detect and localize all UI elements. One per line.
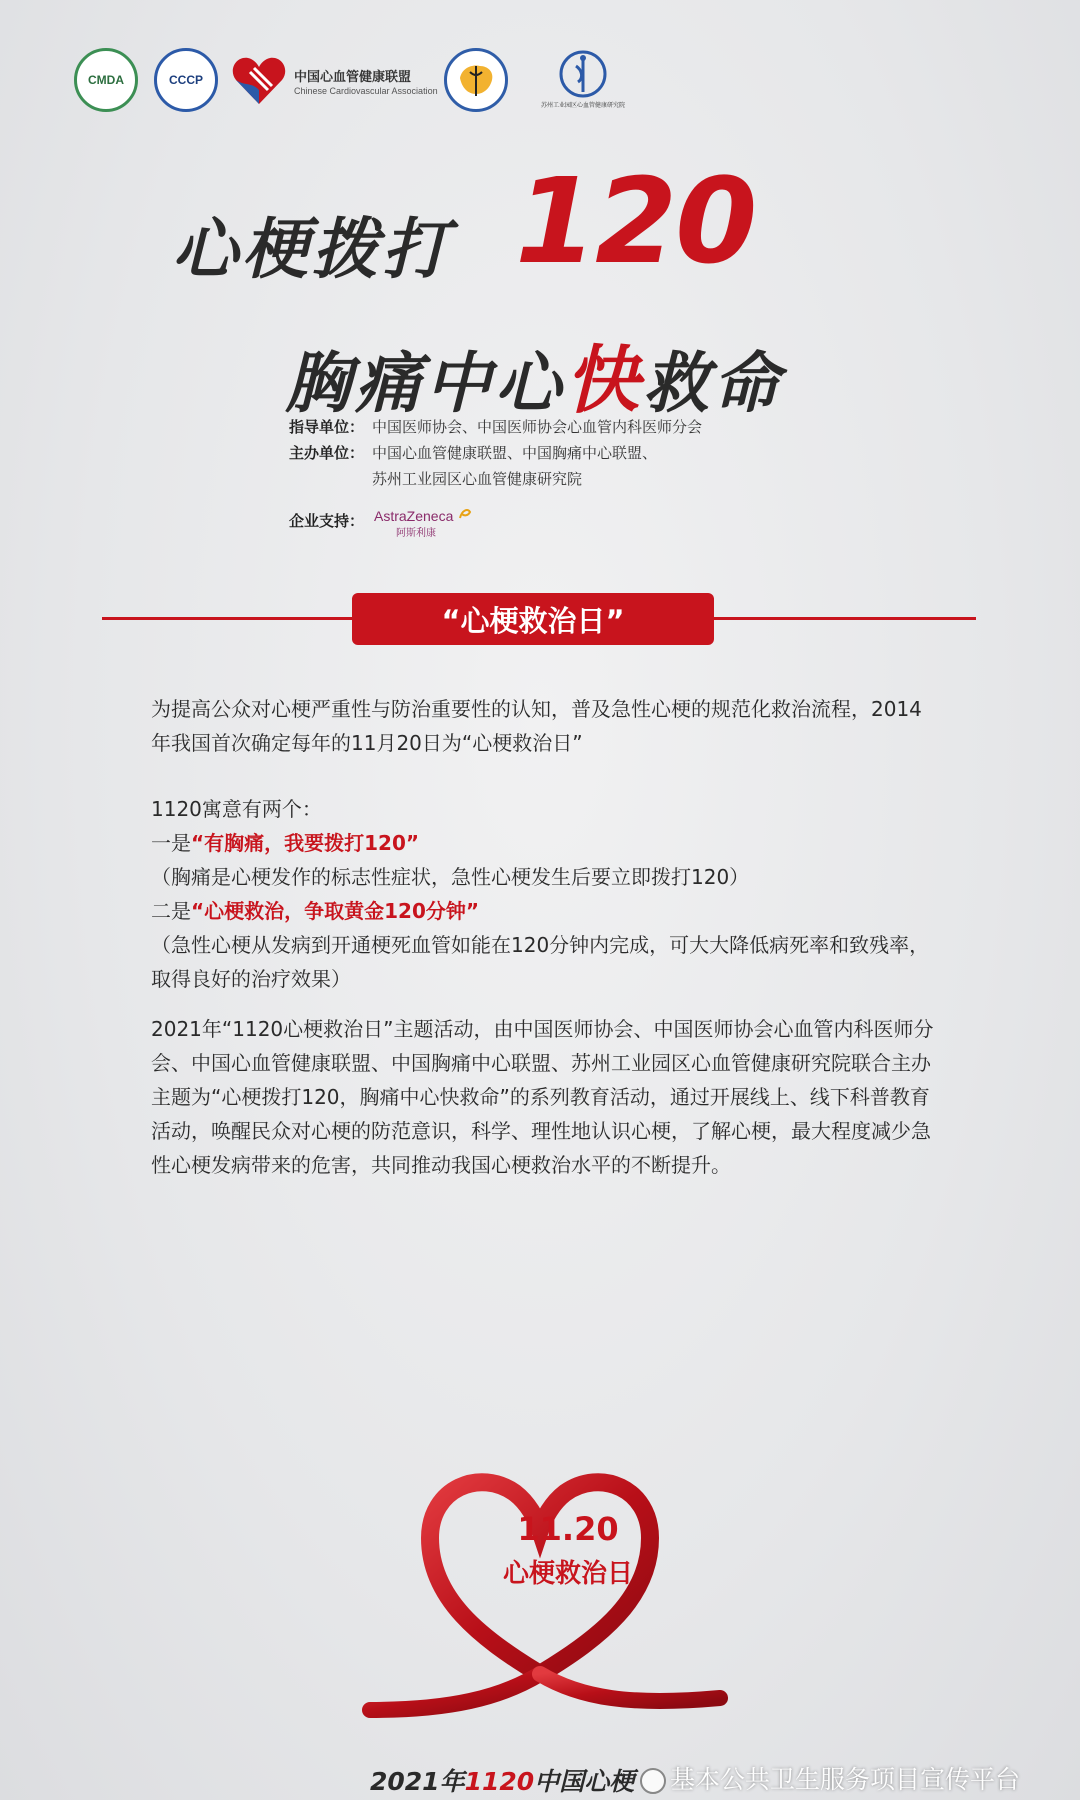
watermark-text: 基本公共卫生服务项目宣传平台 [670, 1765, 1021, 1794]
meaning-two-prefix: 二是 [151, 899, 191, 923]
china-map-icon [454, 58, 498, 102]
sip-institute-name: 苏州工业园区心血管健康研究院 [540, 102, 625, 109]
host-value-1: 中国心血管健康联盟、中国胸痛中心联盟、 [372, 444, 658, 462]
sponsor-name-cn: 阿斯利康 [396, 528, 436, 539]
intro-paragraph: 为提高公众对心梗严重性与防治重要性的认知，普及急性心梗的规范化救治流程，2014年我国首次确定每年的11月20日为“心梗救治日” [151, 697, 922, 755]
institute-emblem-icon [538, 48, 628, 100]
title-line2-part-a: 胸痛中心 [285, 345, 565, 422]
cca-logo [230, 52, 570, 116]
divider-left [102, 617, 352, 620]
sponsor-label: 企业支持： [289, 512, 365, 530]
meaning-two-note: （急性心梗从发病到开通梗死血管如能在120分钟内完成，可大大降低病死率和致残率，取得良好的治疗效果） [151, 933, 930, 991]
cmda-logo [74, 48, 138, 112]
footer-number: 1120 [464, 1767, 535, 1796]
footer-rest: 中国心梗 [534, 1767, 635, 1796]
host-value-2: 苏州工业园区心血管健康研究院 [372, 470, 583, 488]
section-banner: “心梗救治日” [352, 593, 714, 645]
divider-right [714, 617, 976, 620]
emblem-date: 11.20 [517, 1510, 619, 1548]
title-line1: 心梗拨打 [172, 211, 452, 288]
host-label: 主办单位： [289, 444, 365, 462]
title-line2-part-b: 救命 [643, 345, 783, 422]
cccp-logo [154, 48, 218, 112]
meaning-two [151, 894, 941, 928]
meaning-one-prefix: 一是 [151, 831, 191, 855]
cca-subtitle: Chinese Cardiovascular Association [294, 86, 438, 96]
meaning-two-slogan: “心梗救治，争取黄金120分钟” [191, 899, 480, 923]
activity-paragraph: 2021年“1120心梗救治日”主题活动，由中国医师协会、中国医师协会心血管内科医师分会、中国心血管健康联盟、中国胸痛中心联盟、苏州工业园区心血管健康研究院联合主办主题为“心梗拨打120，胸痛中心快救命”的系列教育活动，通过开展线上、线下科普教育活动，唤醒民众对心梗的防范意识，科学、理性地认识心梗，了解心梗，最大程度减少急性心梗发病带来的危害，共同推动我国心梗救治水平的不断提升。 [151, 1017, 934, 1177]
partner-logos [70, 48, 1010, 120]
footer-caption [370, 1762, 634, 1798]
meaning-title: 1120寓意有两个： [151, 797, 322, 821]
meaning-one-slogan: “有胸痛，我要拨打120” [191, 831, 420, 855]
guide-label: 指导单位： [289, 418, 365, 436]
emblem-label: 心梗救治日 [502, 1559, 633, 1589]
astrazeneca-logo [374, 506, 472, 539]
heart-hands-icon [230, 52, 288, 110]
title-number: 120 [515, 152, 756, 290]
title-line2-red: 快 [565, 338, 643, 424]
guide-value: 中国医师协会、中国医师协会心血管内科医师分会 [372, 418, 703, 436]
cmda-logo-text: CMDA [88, 73, 124, 87]
watermark [640, 1760, 1020, 1796]
astrazeneca-swirl-icon [458, 506, 472, 520]
meaning-one-note: （胸痛是心梗发作的标志性症状，急性心梗发生后要立即拨打120） [151, 865, 750, 889]
title-line2 [285, 322, 783, 428]
wechat-icon [640, 1768, 666, 1794]
chest-pain-center-logo [444, 48, 508, 112]
footer-year: 2021年 [370, 1767, 465, 1796]
cccp-logo-text: CCCP [168, 73, 203, 87]
sip-institute-logo [538, 48, 628, 120]
cca-title: 中国心血管健康联盟 [294, 70, 412, 85]
sponsor-name: AstraZeneca [374, 508, 454, 524]
meaning-one [151, 826, 941, 860]
